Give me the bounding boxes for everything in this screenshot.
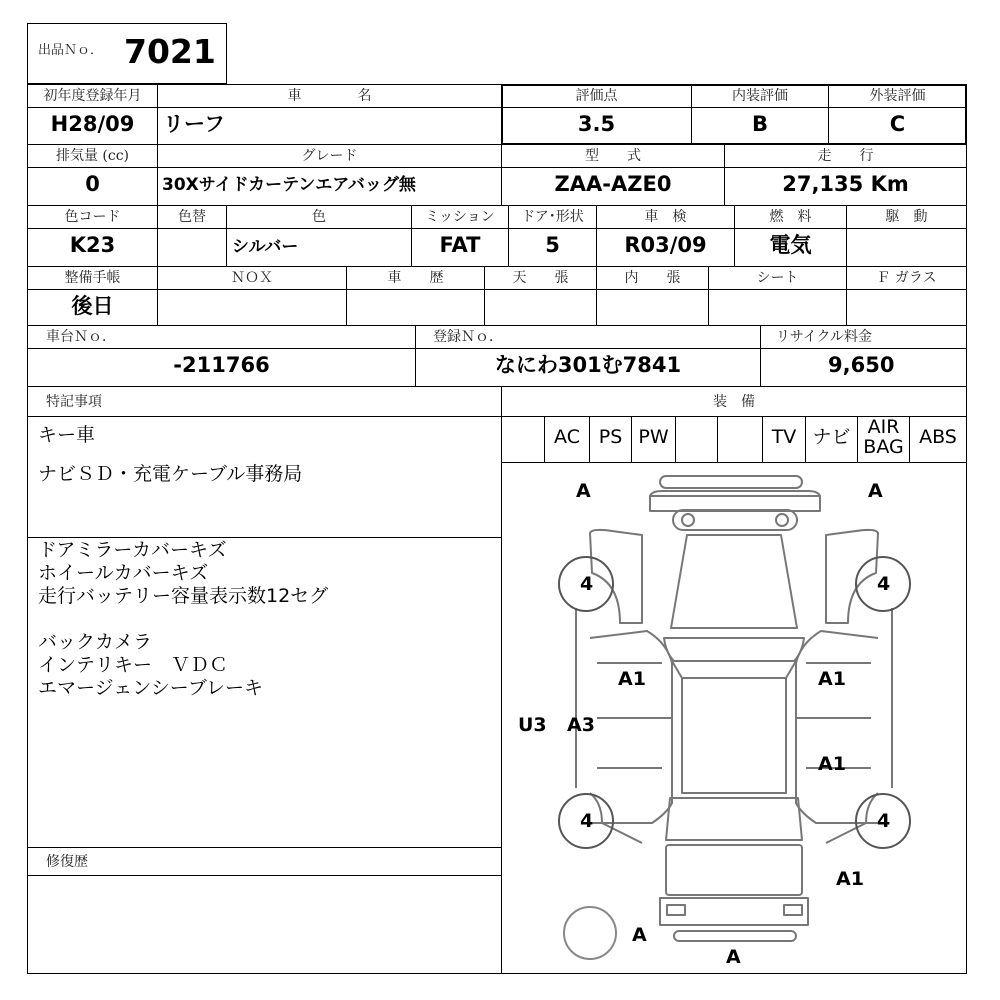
equipment-pw: PW bbox=[638, 426, 669, 448]
equipment-airbag: AIR BAG bbox=[863, 416, 904, 458]
note-line: インテリキー ＶＤＣ bbox=[38, 654, 229, 676]
first-reg-value: H28/09 bbox=[50, 112, 135, 136]
note-line: 走行バッテリー容量表示数12セグ bbox=[38, 585, 329, 607]
roof-label: 天 張 bbox=[512, 270, 569, 286]
mark-left-front-door: A1 bbox=[618, 668, 646, 690]
registration-label: 登録Ｎｏ． bbox=[433, 329, 503, 345]
equipment-abs: ABS bbox=[919, 426, 957, 448]
score-label: 評価点 bbox=[575, 88, 618, 104]
displacement-label: 排気量 (cc) bbox=[55, 148, 130, 164]
score-value: 3.5 bbox=[577, 112, 616, 136]
mark-left-side-a: A3 bbox=[567, 714, 595, 736]
interior-label: 内装評価 bbox=[732, 88, 788, 104]
note-line: エマージェンシーブレーキ bbox=[38, 677, 264, 699]
doors-value: 5 bbox=[545, 233, 560, 257]
seat-label: シート bbox=[756, 270, 799, 286]
mark-right-rear-quarter: A1 bbox=[836, 868, 864, 890]
drive-label: 駆 動 bbox=[885, 209, 928, 225]
mark-right-rear-door: A1 bbox=[818, 753, 846, 775]
exterior-label: 外装評価 bbox=[869, 88, 926, 104]
mileage-value: 27,135 Km bbox=[782, 172, 909, 196]
mark-front-right: A bbox=[868, 480, 883, 502]
chassis-label: 車台Ｎｏ． bbox=[46, 329, 116, 345]
inspection-label: 車 検 bbox=[644, 209, 687, 225]
color-value: シルバー bbox=[232, 237, 299, 257]
mark-tire-fr: 4 bbox=[877, 573, 891, 595]
note-line: ドアミラーカバーキズ bbox=[38, 539, 227, 561]
equipment-ac: AC bbox=[554, 426, 580, 448]
chassis-value: -211766 bbox=[173, 353, 270, 377]
mark-tire-fl: 4 bbox=[580, 573, 594, 595]
recycle-label: リサイクル料金 bbox=[776, 329, 873, 345]
color-code-value: K23 bbox=[69, 233, 116, 257]
inspection-value: R03/09 bbox=[624, 233, 707, 257]
manual-value: 後日 bbox=[71, 294, 114, 318]
mark-front-left: A bbox=[576, 480, 591, 502]
car-name-value: リーフ bbox=[163, 112, 225, 136]
equipment-navi: ナビ bbox=[812, 426, 851, 448]
color-label: 色 bbox=[312, 209, 326, 225]
note-line: ホイールカバーキズ bbox=[38, 562, 209, 584]
color-code-label: 色コード bbox=[64, 209, 121, 225]
lot-number: 7021 bbox=[124, 32, 216, 71]
notes-label: 特記事項 bbox=[46, 394, 102, 410]
repaint-label: 色替 bbox=[178, 209, 206, 225]
model-label: 型 式 bbox=[585, 148, 641, 164]
registration-value: なにわ301む7841 bbox=[494, 353, 682, 377]
equipment-ps: PS bbox=[598, 426, 623, 448]
fuel-label: 燃 料 bbox=[769, 209, 812, 225]
grade-label: グレード bbox=[301, 148, 358, 164]
mark-tire-rr: 4 bbox=[877, 810, 891, 832]
lot-label: 出品Ｎｏ． bbox=[38, 43, 104, 58]
car-name-label: 車 名 bbox=[287, 88, 372, 104]
mileage-label: 走 行 bbox=[817, 148, 874, 164]
mark-left-side-u: U3 bbox=[518, 714, 547, 736]
displacement-value: 0 bbox=[85, 172, 100, 196]
first-reg-label: 初年度登録年月 bbox=[43, 88, 142, 104]
repair-label: 修復歴 bbox=[46, 854, 88, 870]
equipment-label: 装 備 bbox=[713, 394, 755, 410]
doors-label: ドア･形状 bbox=[521, 209, 584, 225]
equipment-tv: TV bbox=[771, 426, 797, 448]
glass-label: Ｆ ガラス bbox=[876, 270, 937, 286]
interior-value: B bbox=[751, 112, 768, 136]
mark-right-front-door: A1 bbox=[818, 668, 846, 690]
fuel-value: 電気 bbox=[769, 233, 812, 257]
note-line: キー車 bbox=[38, 424, 96, 446]
mark-rear-bottom: A bbox=[726, 946, 741, 968]
note-line: バックカメラ bbox=[38, 631, 153, 653]
manual-label: 整備手帳 bbox=[64, 270, 121, 286]
inner-label: 内 張 bbox=[624, 270, 681, 286]
model-value: ZAA-AZE0 bbox=[554, 172, 672, 196]
transmission-label: ミッション bbox=[425, 209, 495, 225]
exterior-value: C bbox=[889, 112, 906, 136]
history-label: 車 歴 bbox=[387, 270, 444, 286]
recycle-value: 9,650 bbox=[828, 353, 895, 377]
mark-rear-bumper-left: A bbox=[632, 924, 647, 946]
nox-label: ＮＯＸ bbox=[231, 270, 273, 286]
grade-value: 30Xサイドカーテンエアバッグ無 bbox=[162, 175, 416, 195]
transmission-value: FAT bbox=[439, 233, 481, 257]
mark-tire-rl: 4 bbox=[580, 810, 594, 832]
note-line: ナビＳＤ・充電ケーブル事務局 bbox=[38, 463, 303, 485]
